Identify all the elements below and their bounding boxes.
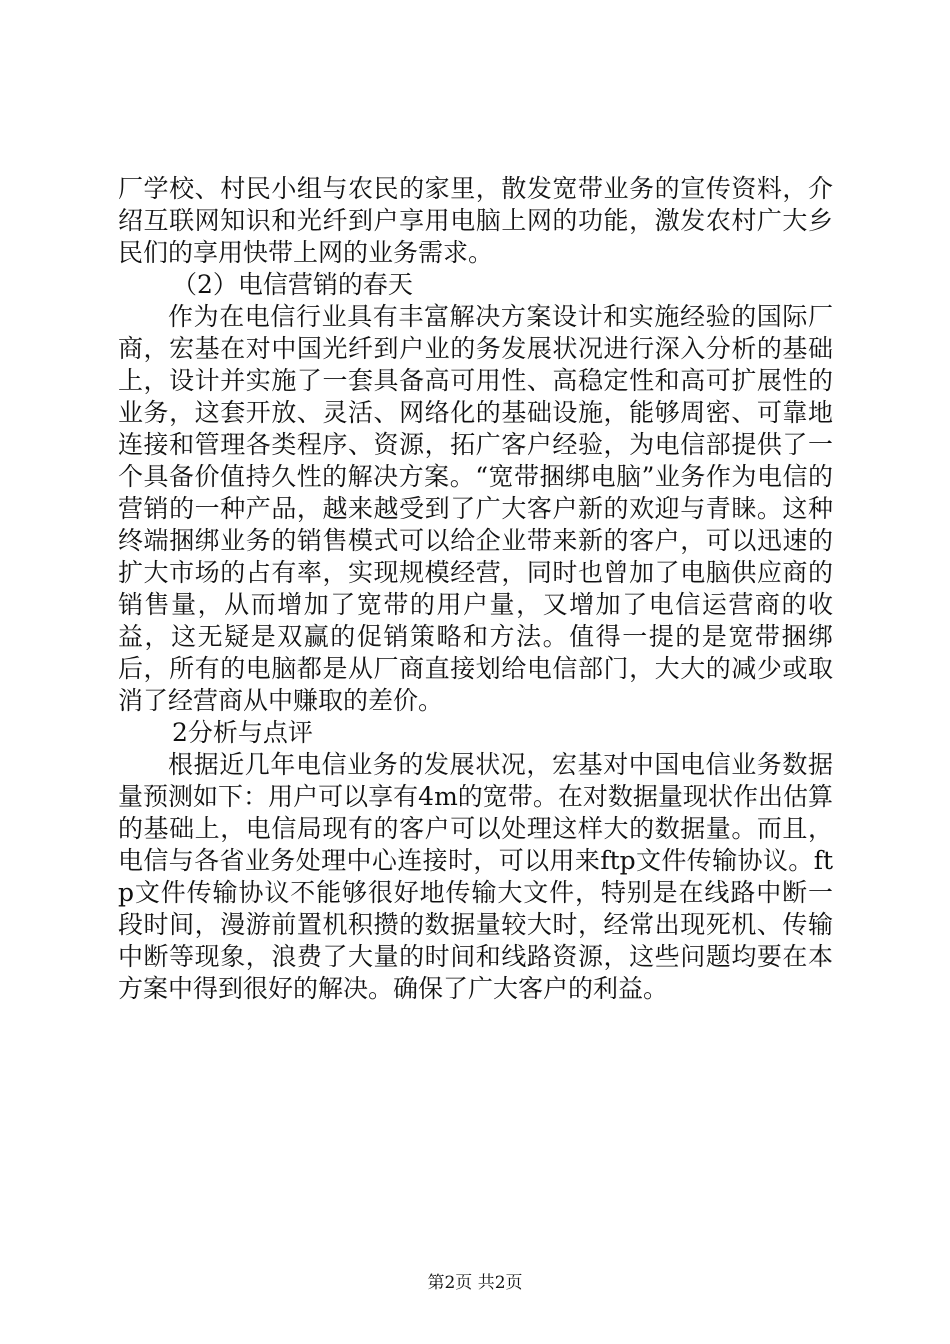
section-heading-analysis: 2分析与点评 xyxy=(172,718,313,747)
paragraph-continuation: 厂学校、村民小组与农民的家里，散发宽带业务的宣传资料，介绍互联网知识和光纤到户享用电脑上网的功能，激发农村广大乡民们的享用快带上网的业务需求。 xyxy=(118,174,833,267)
document-body xyxy=(118,173,833,1005)
page-footer: 第2页 共2页 xyxy=(427,1273,523,1293)
paragraph-acer-solution: 作为在电信行业具有丰富解决方案设计和实施经验的国际厂商，宏基在对中国光纤到户业的务发展状况进行深入分析的基础上，设计并实施了一套具备高可用性、高稳定性和高可扩展性的业务，这套开放、灵活、网络化的基础设施，能够周密、可靠地连接和管理各类程序、资源，拓广客户经验，为电信部提供了一个具备价值持久性的解决方案。“宽带捆绑电脑”业务作为电信的营销的一种产品，越来越受到了广大客户新的欢迎与青睐。这种终端捆绑业务的销售模式可以给企业带来新的客户，可以迅速的扩大市场的占有率，实现规模经营，同时也曾加了电脑供应商的销售量，从而增加了宽带的用户量，又增加了电信运营商的收益，这无疑是双赢的促销策略和方法。值得一提的是宽带捆绑后，所有的电脑都是从厂商直接划给电信部门，大大的减少或取消了经营商从中赚取的差价。 xyxy=(118,302,833,715)
paragraph-analysis: 根据近几年电信业务的发展状况，宏基对中国电信业务数据量预测如下：用户可以享有4m的宽带。在对数据量现状作出估算的基础上，电信局现有的客户可以处理这样大的数据量。而且，电信与各省业务处理中心连接时，可以用来ftp文件传输协议。ftp文件传输协议不能够很好地传输大文件，特别是在线路中断一段时间，漫游前置机积攒的数据量较大时，经常出现死机、传输中断等现象，浪费了大量的时间和线路资源，这些问题均要在本方案中得到很好的解决。确保了广大客户的利益。 xyxy=(118,750,833,1003)
section-heading-telecom-marketing: （2）电信营销的春天 xyxy=(172,270,413,299)
